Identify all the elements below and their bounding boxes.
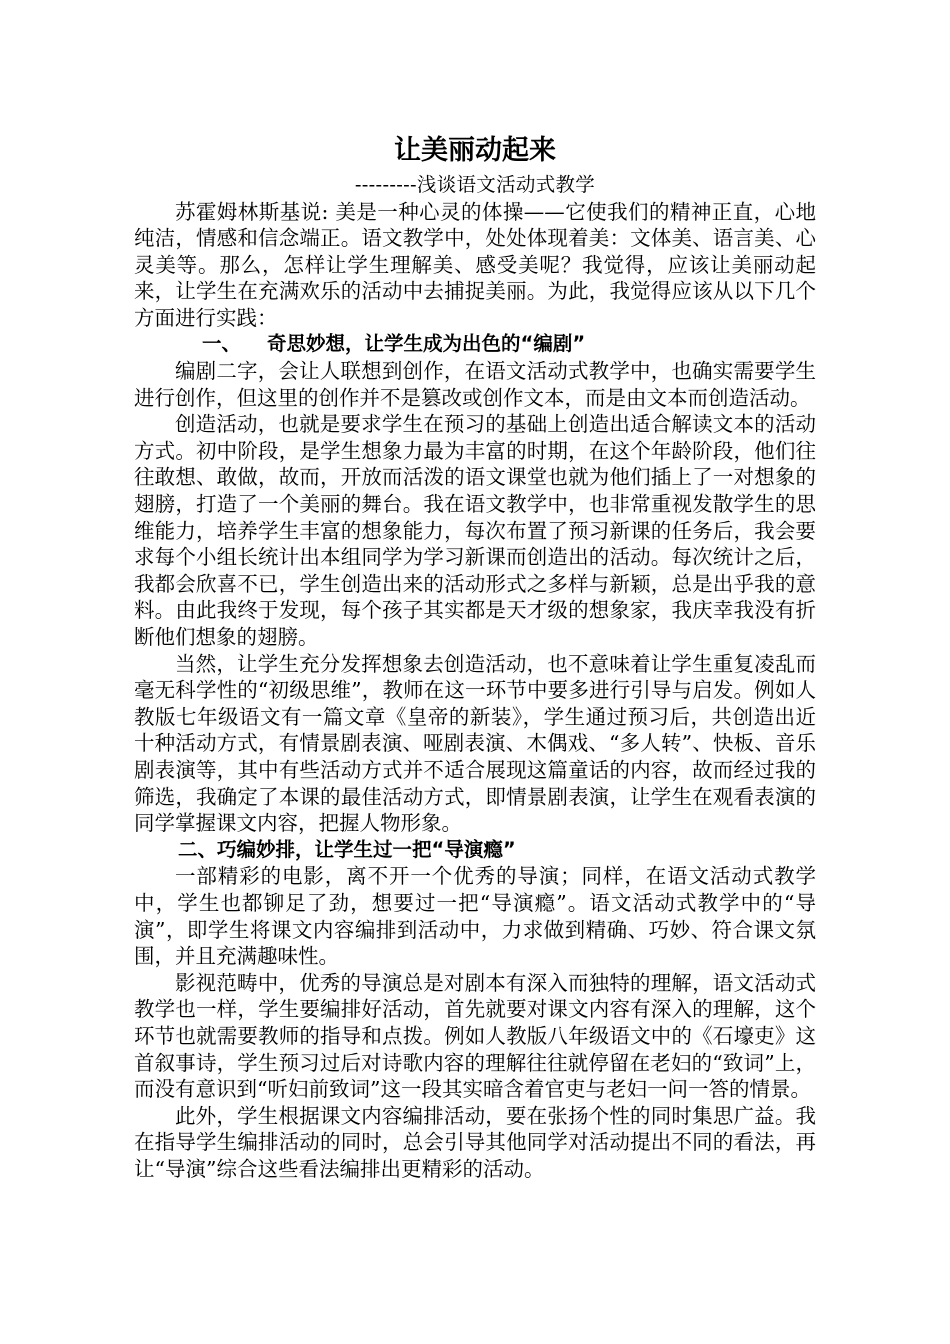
document-body [134,199,816,1183]
section-2-paragraph: 影视范畴中，优秀的导演总是对剧本有深入而独特的理解，语文活动式教学也一样，学生要编排好活动，首先就要对课文内容有深入的理解，这个环节也就需要教师的指导和点拨。例如人教版八年级语文中的《石壕吏》这首叙事诗，学生预习过后对诗歌内容的理解往往就停留在老妇的“致词”上，而没有意识到“听妇前致词”这一段其实暗含着官吏与老妇一问一答的情景。 [134,970,816,1102]
section-2-paragraph: 一部精彩的电影，离不开一个优秀的导演；同样，在语文活动式教学中，学生也都铆足了劲，想要过一把“导演瘾”。语文活动式教学中的“导演”，即学生将课文内容编排到活动中，力求做到精确、巧妙、符合课文氛围，并且充满趣味性。 [134,864,816,969]
document-subtitle: ---------浅谈语文活动式教学 [354,173,596,196]
section-1-heading-text: 奇思妙想，让学生成为出色的“编剧” [267,332,586,356]
section-2-paragraph: 此外，学生根据课文内容编排活动，要在张扬个性的同时集思广益。我在指导学生编排活动的同时，总会引导其他同学对活动提出不同的看法，再让“导演”综合这些看法编排出更精彩的活动。 [134,1103,816,1181]
section-1-heading [134,331,816,358]
section-1-paragraph: 创造活动，也就是要求学生在预习的基础上创造出适合解读文本的活动方式。初中阶段，是学生想象力最为丰富的时期，在这个年龄阶段，他们往往敢想、敢做，故而，开放而活泼的语文课堂也就为他们插上了一对想象的翅膀，打造了一个美丽的舞台。我在语文教学中，也非常重视发散学生的思维能力，培养学生丰富的想象能力，每次布置了预习新课的任务后，我会要求每个小组长统计出本组同学为学习新课而创造出的活动。每次统计之后，我都会欣喜不已，学生创造出来的活动形式之多样与新颖，总是出乎我的意料。由此我终于发现，每个孩子其实都是天才级的想象家，我庆幸我没有折断他们想象的翅膀。 [134,412,816,649]
section-1-paragraph: 编剧二字，会让人联想到创作，在语文活动式教学中，也确实需要学生进行创作，但这里的创作并不是篡改或创作文本，而是由文本而创造活动。 [134,359,816,410]
section-1-paragraph: 当然，让学生充分发挥想象去创造活动，也不意味着让学生重复凌乱而毫无科学性的“初级思维”，教师在这一环节中要多进行引导与启发。例如人教版七年级语文有一篇文章《皇帝的新装》，学生通过预习后，共创造出近十种活动方式，有情景剧表演、哑剧表演、木偶戏、“多人转”、快板、音乐剧表演等，其中有些活动方式并不适合展现这篇童话的内容，故而经过我的筛选，我确定了本课的最佳活动方式，即情景剧表演，让学生在观看表演的同学掌握课文内容，把握人物形象。 [134,651,816,836]
document-title: 让美丽动起来 [394,135,556,166]
intro-paragraph: 苏霍姆林斯基说: 美是一种心灵的体操——它使我们的精神正直，心地纯洁，情感和信念端正。语文教学中，处处体现着美：文体美、语言美、心灵美等。那么，怎样让学生理解美、感受美呢？我觉得，应该让美丽动起来，让学生在充满欢乐的活动中去捕捉美丽。为此，我觉得应该从以下几个方面进行实践： [134,199,816,330]
section-2-heading: 二、巧编妙排，让学生过一把“导演瘾” [178,837,516,861]
section-1-number: 一、 [202,332,242,356]
